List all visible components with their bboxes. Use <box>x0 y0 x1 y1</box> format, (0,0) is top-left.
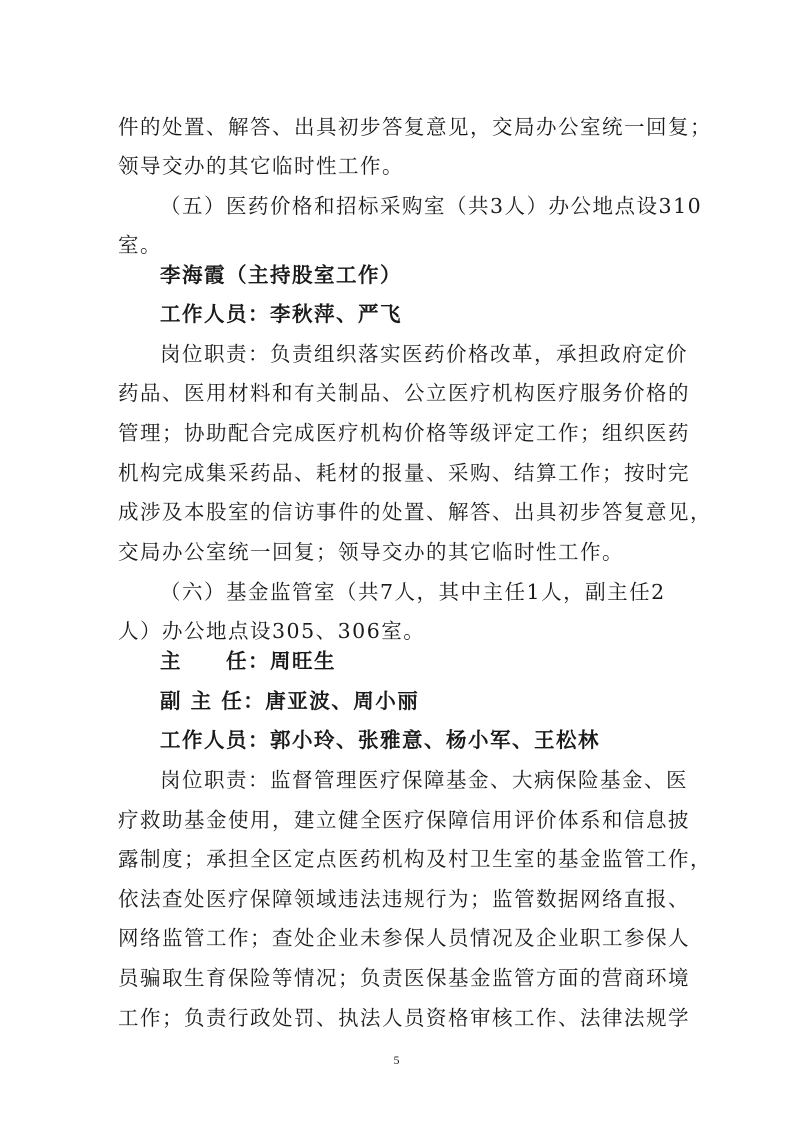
body-text-line: 药品、医用材料和有关制品、公立医疗机构医疗服务价格的 <box>118 381 690 405</box>
body-text-line: 机构完成集采药品、耗材的报量、采购、结算工作；按时完 <box>118 461 690 485</box>
body-text-line: 领导交办的其它临时性工作。 <box>118 154 404 178</box>
section-heading-fund: （六）基金监管室（共7人，其中主任1人，副主任2 <box>160 580 666 604</box>
body-text-line: 管理；协助配合完成医疗机构价格等级评定工作；组织医药 <box>118 421 690 445</box>
body-text-line: 人）办公地点设305、306室。 <box>118 619 426 643</box>
body-text-line: 依法查处医疗保障领域违法违规行为；监管数据网络直报、 <box>118 887 690 911</box>
body-text-line: 露制度；承担全区定点医药机构及村卫生室的基金监管工作， <box>118 847 712 871</box>
body-text-line: 网络监管工作；查处企业未参保人员情况及企业职工参保人 <box>118 926 690 950</box>
body-text-line: 工作；负责行政处罚、执法人员资格审核工作、法律法规学 <box>118 1006 690 1030</box>
body-text-line: 件的处置、解答、出具初步答复意见，交局办公室统一回复； <box>118 115 712 139</box>
staff-list: 工作人员：郭小玲、张雅意、杨小军、王松林 <box>160 728 600 752</box>
deputy-director-line: 副 主 任：唐亚波、周小丽 <box>160 689 420 713</box>
body-text-line: 室。 <box>118 233 162 257</box>
duties-paragraph: 岗位职责：负责组织落实医药价格改革，承担政府定价 <box>160 342 688 366</box>
director-line: 主 任：周旺生 <box>160 649 336 673</box>
section-lead-name: 李海霞（主持股室工作） <box>160 263 402 287</box>
body-text-line: 员骗取生育保险等情况；负责医保基金监管方面的营商环境 <box>118 966 690 990</box>
section-heading-pricing: （五）医药价格和招标采购室（共3人）办公地点设310 <box>160 194 703 218</box>
body-text-line: 疗救助基金使用，建立健全医疗保障信用评价体系和信息披 <box>118 808 690 832</box>
duties-paragraph: 岗位职责：监督管理医疗保障基金、大病保险基金、医 <box>160 768 688 792</box>
body-text-line: 交局办公室统一回复；领导交办的其它临时性工作。 <box>118 540 624 564</box>
staff-list: 工作人员：李秋萍、严飞 <box>160 302 402 326</box>
page-number: 5 <box>393 1053 400 1067</box>
body-text-line: 成涉及本股室的信访事件的处置、解答、出具初步答复意见， <box>118 500 712 524</box>
